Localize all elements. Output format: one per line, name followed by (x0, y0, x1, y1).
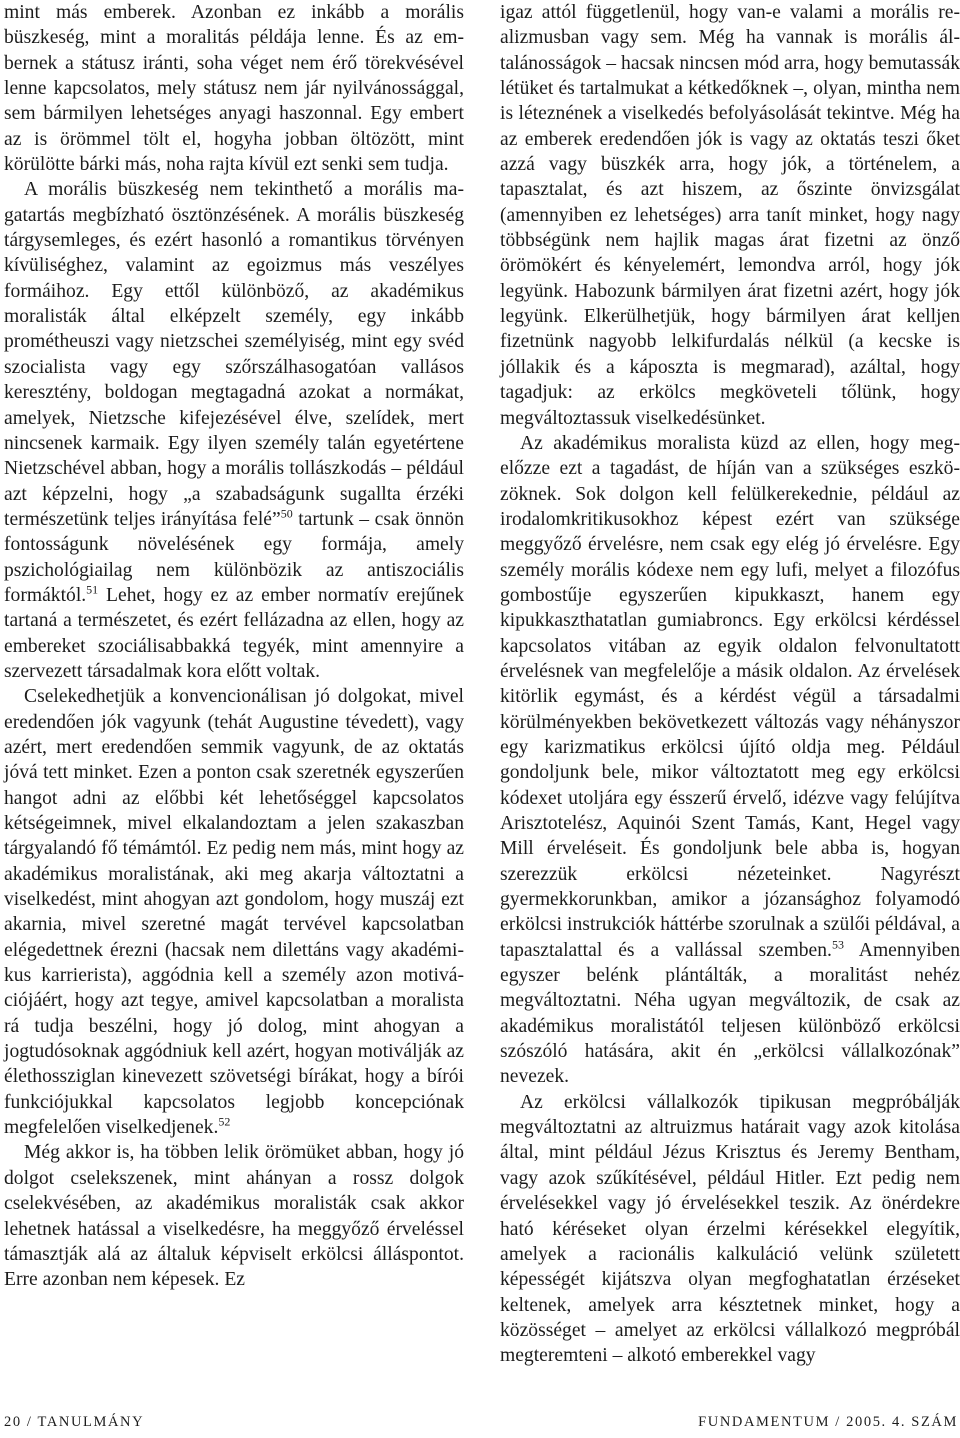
paragraph: Cselekedhetjük a konvencionálisan jó dolgokat, mivel eredendően jók vagyunk (tehát Augustine tévedett), vagy azért, mert eredendően semmik vagyunk, de az oktatás jóvá tett minket. Ezen a ponton csak szeretnék egyszerűen hangot adni az előbbi két lehetőséggel kapcsolatos kétségeimnek, mivel elkalandoztam a jelen szakaszban tárgyalandó fő témámtól. Ez pedig nem más, mint hogy az akadémikus moralistának, aki meg akarja változtatni a viselkedést, mint ahogyan azt gondolom, hogy muszáj ezt akarnia, mivel szeretné magát tervével kapcsolatban elégedettnek érezni (hacsak nem dilettáns vagy akadémikus karrierista), aggódnia kell a személy azon motivációjáért, hogy azt tegye, amivel kapcsolatban a moralista rá tudja beszélni, hogy jó dolog, mint ahogyan a jogtudósoknak aggódniuk kell azért, hogyan motiválják az élethossziglan kinevezett szövetségi bírákat, hogy a bírói funkciójukkal kapcsolatos legjobb koncepciónak megfelelően viselkedjenek.$^{52}$ (4, 686, 464, 1139)
paragraph: mint más emberek. Azonban ez inkább a morális büszkeség, mint a moralitás példája lenne. És az embernek a státusz iránti, soha véget nem érő törekvésével lenne kapcsolatos, mely státusz nem jár nyilvánossággal, sem bármilyen lehetséges anyagi haszonnal. Egy embert az is örömmel tölt el, hogyha jobban öltözött, mint körülötte bárki más, noha rajta kívül ezt senki sem tudja. (4, 2, 464, 176)
footnote-ref-52[interactable]: 52 (218, 1114, 231, 1129)
footnote-ref-53[interactable]: 53 (831, 937, 844, 952)
paragraph: Az erkölcsi vállalkozók tipikusan megpróbálják megváltoztatni az altruizmus határait vagy azok kitolása által, mint például Jézus Krisztus és Jeremy Bentham, vagy azok szűkítésével, például Hitler. Ezt pedig nem érvelésekkel vagy jó érvelésekkel teszik. Az önérdekre ható kéréseket olyan érzelmi kérésekkel elegyítik, amelyek a racionális kalkuláció velünk született képességét kijátszva olyan megfoghatatlan érzéseket keltenek, amelyek arra késztetnek minket, hogy a közösséget – amelyet az erkölcsi vállalkozó megpróbál megteremteni – alkotó emberekkel vagy (500, 1091, 960, 1367)
footer-journal-issue: FUNDAMENTUM / 2005. 4. SZÁM (698, 1414, 958, 1430)
paragraph: A morális büszkeség nem tekinthető a morális magatartás megbízható ösztönzésének. A morális büszkeség tárgysemleges, és ezért hasonló a romantikus törvényen kívüliséghez, valamint az egoizmus más veszélyes formáihoz. Egy ettől különböző, az akadémikus moralisták által elképzelt személy, egy inkább prométheuszi vagy nietzschei személyiség, mint egy svéd szocialista vagy egy szőrszálhasogatóan vallásos keresztény, boldogan megtagadná azokat a normákat, amelyek, Nietzsche kifejezésével élve, szelídek, mert nincsenek karmaik. Egy ilyen személy talán egyetértene Nietzschével abban, hogy a morális tollászkodás – például azt képzelni, hogy „a szabadságunk sugallta érzéki természetünk teljes irányítása felé”$^{50}$ tartunk – csak önnön fontosságunk növelésének egy formája, amely pszichológiailag nem különbözik az antiszociális formáktól.$^{51}$ Lehet, hogy ez az ember normatív erejűnek tartaná a természetet, és ezért fellázadna az ellen, hogy az embereket szociálisabbakká tegyék, mint amennyire a szervezett társadalmak kora előtt voltak. (4, 179, 464, 682)
paragraph: Még akkor is, ha többen lelik örömüket abban, hogy jó dolgot cselekszenek, mint ahányan a rossz dolgok cselekvésében, az akadémikus moralisták csak akkor lehetnek hatással a viselkedésre, ha meggyőző érveléssel támasztják alá az általuk képviselt erkölcsi álláspontot. Erre azonban nem képesek. Ez (4, 1142, 464, 1291)
footnote-ref-50[interactable]: 50 (280, 506, 293, 521)
footer-page-section: 20 / TANULMÁNY (4, 1414, 145, 1430)
footnote-ref-51[interactable]: 51 (86, 582, 99, 597)
right-column (500, 0, 960, 1369)
paragraph: Az akadémikus moralista küzd az ellen, hogy megelőzze ezt a tagadást, de híján van a szükséges eszközöknek. Sok dolgon kell felülkerekednie, például az irodalomkritikusokhoz képest ezért van szüksége meggyőző érvelésre, nem csak egy elég jó érvelésre. Egy személy morális kódexe nem egy lufi, melyet a filozófus gombostűje egyszerűen kipukkaszt, hanem egy kipukkaszthatatlan gumiabroncs. Egy erkölcsi kérdéssel kapcsolatos vitában az egyik oldalon felvonultatott érvelésnek van megfelelője a másik oldalon. Az érvelések kitörlik egymást, és a kérdést végül a társadalmi körülményekben bekövetkezett változás vagy néhányszor egy karizmatikus erkölcsi újító oldja meg. Például gondoljunk bele, mikor változtatott meg egy erkölcsi kódexet utoljára egy ésszerű érvelő, idézve vagy felújítva Arisztotelész, Aquinói Szent Tamás, Kant, Hegel vagy Mill érveléseit. És gondoljunk bele abba is, hogyan szerezzük erkölcsi nézeteinket. Nagyrészt gyermekkorunkban, amikor a józansághoz folyamodó erkölcsi instrukciók háttérbe szorulnak a szülői példával, a tapasztalattal és a vallással szemben.$^{53}$ Amennyiben egyszer belénk plántálták, a moralitást nehéz megváltoztatni. Néha ugyan megváltozik, de csak az akadémikus moralistától teljesen különböző erkölcsi szószóló hatására, akit én „erkölcsi vállalkozónak” nevezek. (500, 432, 960, 1088)
left-column (4, 0, 464, 1293)
paragraph: igaz attól függetlenül, hogy van-e valami a morális realizmusban vagy sem. Még ha vannak is morális általánosságok – hacsak nincsen mód arra, hogy bemutassák létüket és tartalmukat a kétkedőknek –, olyan, mintha nem is léteznének a viselkedés befolyásolását tekintve. Még ha az emberek eredendően jók is vagy az oktatás teszi őket azzá vagy büszkék arra, hogy jók, a történelem, a tapasztalat, és azt hiszem, az őszinte önvizsgálat (amennyiben ez lehetséges) arra tanít minket, hogy nagy többségünk nem hajlik magas árat fizetni az önző örömökért és kényelemért, lemondva arról, hogy jók legyünk. Habozunk bármilyen árat fizetni azért, hogy jók legyünk. Elkerülhetjük, hogy bármilyen árat kelljen fizetnünk nagyobb lelkifurdalás nélkül (a kecske is jóllakik és a káposzta is megmarad), azáltal, hogy tagadjuk: az erkölcs megköveteli tőlünk, hogy megváltoztassuk viselkedésünket. (500, 2, 960, 429)
